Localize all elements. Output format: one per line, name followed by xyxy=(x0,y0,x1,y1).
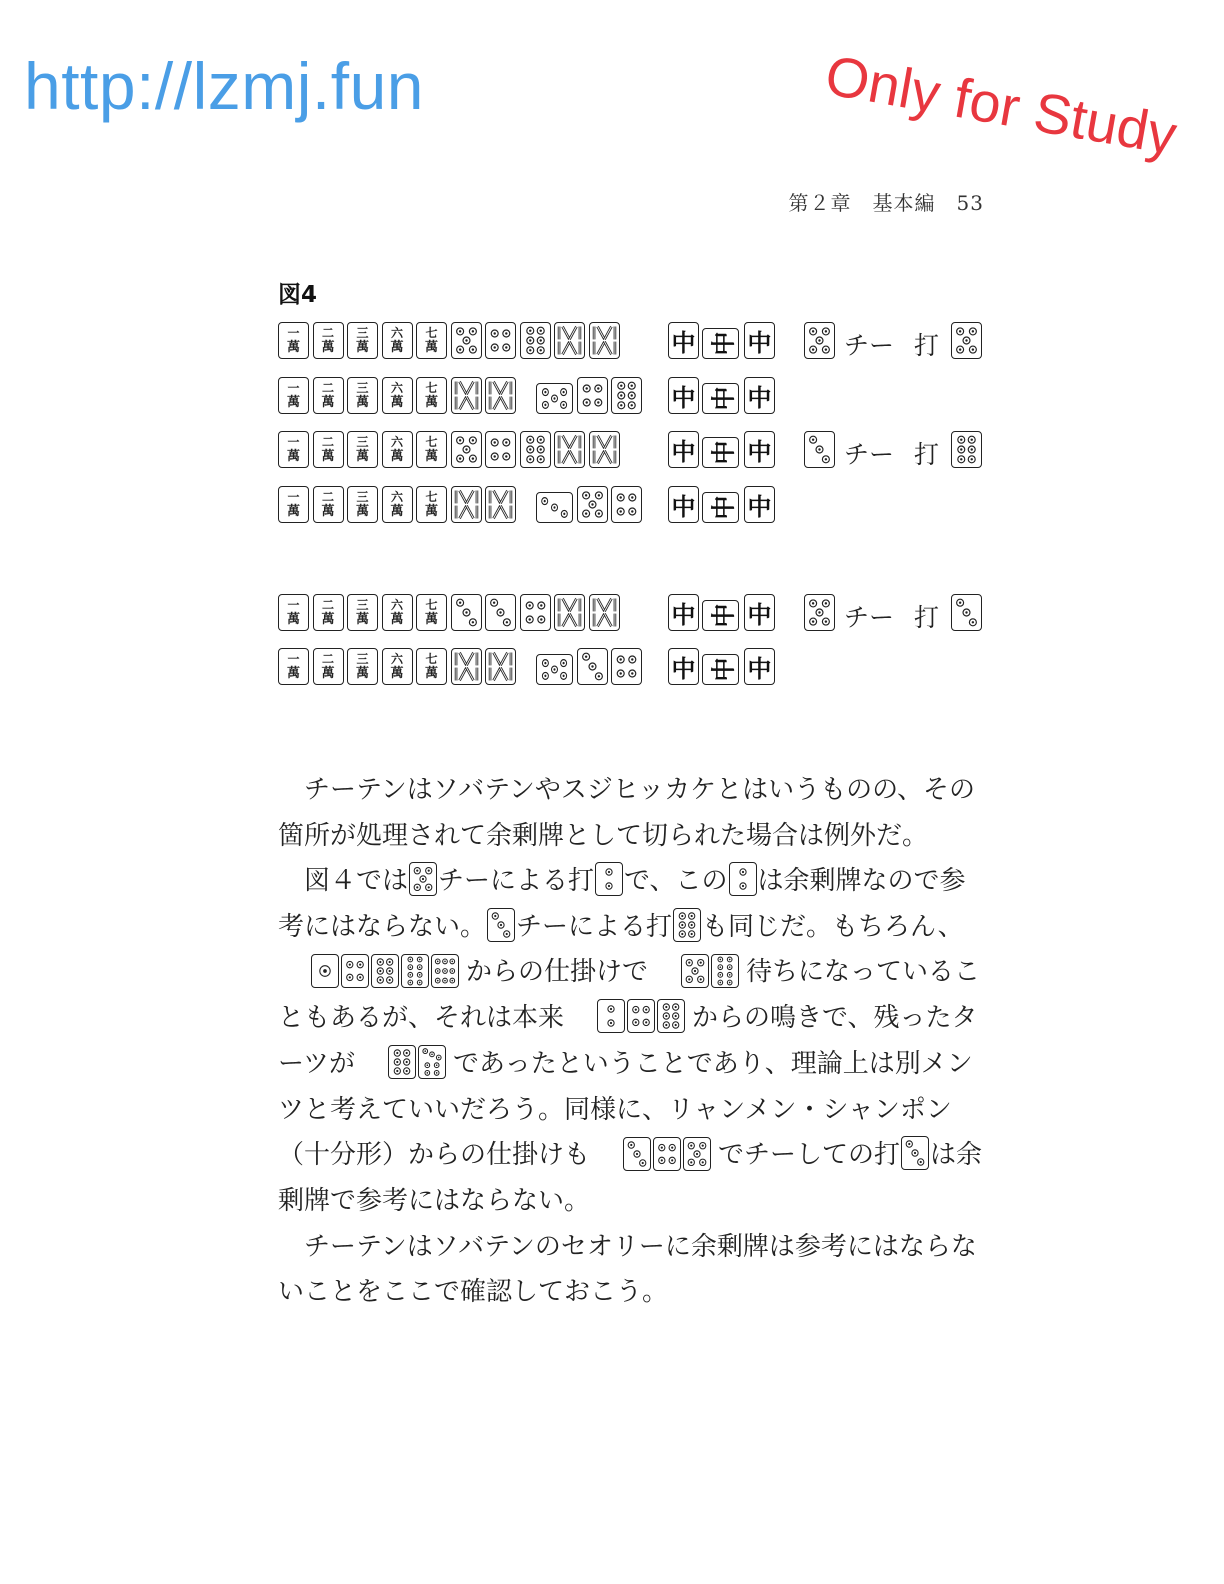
pin-3-tile xyxy=(951,594,982,631)
text-run: チーによる打 xyxy=(516,911,673,942)
paragraph-2 xyxy=(278,859,988,1225)
tile-group xyxy=(361,1042,447,1088)
pin-5-tile xyxy=(951,322,982,359)
man-3-tile: 三 萬 xyxy=(347,594,378,631)
sou-8-tile xyxy=(451,648,482,685)
man-2-tile: 二 萬 xyxy=(313,431,344,468)
text-run: は余剰牌なので参考にはならない。 xyxy=(278,866,966,942)
man-6-tile: 六 萬 xyxy=(382,322,413,359)
chun-tile: 中 xyxy=(668,648,699,685)
pin-4-tile xyxy=(520,594,551,631)
chun-tile: 中 xyxy=(702,437,739,468)
chun-tile: 中 xyxy=(668,431,699,468)
chun-tile: 中 xyxy=(668,377,699,414)
sou-8-tile xyxy=(589,431,620,468)
pin-6-tile xyxy=(520,431,551,468)
chun-tile: 中 xyxy=(668,486,699,523)
figure-row xyxy=(278,594,986,634)
pin-6-tile xyxy=(657,999,685,1033)
figure-row xyxy=(278,322,986,362)
sou-8-tile xyxy=(451,377,482,414)
pin-3-tile xyxy=(804,431,835,468)
figure-row xyxy=(278,431,986,471)
pin-1-tile xyxy=(311,954,339,988)
figure-row xyxy=(278,648,986,688)
paragraph-1: チーテンはソバテンやスジヒッカケとはいうものの、その箇所が処理されて余剰牌として切られた場合は例外だ。 xyxy=(278,775,976,851)
man-6-tile: 六 萬 xyxy=(382,431,413,468)
pin-3-tile xyxy=(901,1136,929,1170)
pin-6-tile xyxy=(371,954,399,988)
chun-tile: 中 xyxy=(668,322,699,359)
tile-group xyxy=(284,951,460,997)
discard-label: 打 xyxy=(914,331,940,360)
chun-tile: 中 xyxy=(702,492,739,523)
chun-tile: 中 xyxy=(744,431,775,468)
tile-group xyxy=(596,1134,712,1180)
man-3-tile: 三 萬 xyxy=(347,377,378,414)
sou-8-tile xyxy=(554,594,585,631)
sou-8-tile xyxy=(485,377,516,414)
pin-4-tile xyxy=(627,999,655,1033)
man-1-tile: 一 萬 xyxy=(278,377,309,414)
man-1-tile: 一 萬 xyxy=(278,594,309,631)
pin-6-tile xyxy=(388,1045,416,1079)
pin-5-tile xyxy=(536,654,573,685)
pin-4-tile xyxy=(611,648,642,685)
body-text xyxy=(278,768,988,1316)
discard-label: 打 xyxy=(914,440,940,469)
text-run: からの鳴きで、残ったターツが xyxy=(278,1003,978,1079)
text-run: でチーしての打 xyxy=(718,1140,901,1171)
man-2-tile: 二 萬 xyxy=(313,594,344,631)
sou-8-tile xyxy=(485,648,516,685)
man-7-tile: 七 萬 xyxy=(416,648,447,685)
man-2-tile: 二 萬 xyxy=(313,322,344,359)
tile-group xyxy=(570,996,686,1042)
chun-tile: 中 xyxy=(668,594,699,631)
pin-5-tile xyxy=(409,862,437,896)
pin-5-tile xyxy=(804,322,835,359)
man-2-tile: 二 萬 xyxy=(313,377,344,414)
pin-5-tile xyxy=(536,383,573,414)
sou-8-tile xyxy=(554,431,585,468)
text-run: も同じだ。もちろん、 xyxy=(702,911,964,942)
sou-8-tile xyxy=(485,486,516,523)
figure-title: 図4 xyxy=(278,282,318,308)
man-6-tile: 六 萬 xyxy=(382,377,413,414)
chi-label: チー xyxy=(844,331,895,360)
pin-6-tile xyxy=(673,908,701,942)
tile-group xyxy=(654,951,740,997)
pin-5-tile xyxy=(683,1137,711,1171)
pin-3-tile xyxy=(577,648,608,685)
pin-4-tile xyxy=(611,486,642,523)
pin-3-tile xyxy=(536,492,573,523)
man-1-tile: 一 萬 xyxy=(278,486,309,523)
pin-4-tile xyxy=(485,431,516,468)
pin-4-tile xyxy=(341,954,369,988)
watermark-study: Only for Study xyxy=(820,42,1182,167)
pin-9-tile xyxy=(431,954,459,988)
pin-4-tile xyxy=(577,377,608,414)
pin-5-tile xyxy=(804,594,835,631)
man-3-tile: 三 萬 xyxy=(347,322,378,359)
watermark-url: http://lzmj.fun xyxy=(24,49,424,123)
sou-8-tile xyxy=(589,322,620,359)
pin-4-tile xyxy=(653,1137,681,1171)
pin-4-tile xyxy=(485,322,516,359)
man-2-tile: 二 萬 xyxy=(313,648,344,685)
paragraph-3: チーテンはソバテンのセオリーに余剰牌は参考にはならないことをここで確認しておこう。 xyxy=(278,1231,977,1308)
pin-8-tile xyxy=(401,954,429,988)
man-6-tile: 六 萬 xyxy=(382,594,413,631)
man-3-tile: 三 萬 xyxy=(347,431,378,468)
chun-tile: 中 xyxy=(702,383,739,414)
pin-5-tile xyxy=(681,954,709,988)
pin-6-tile xyxy=(520,322,551,359)
text-run: チーによる打 xyxy=(438,866,595,897)
man-3-tile: 三 萬 xyxy=(347,486,378,523)
text-run: で、この xyxy=(624,866,728,897)
chun-tile: 中 xyxy=(702,328,739,359)
pin-6-tile xyxy=(611,377,642,414)
pin-3-tile xyxy=(623,1137,651,1171)
pin-2-tile xyxy=(595,862,623,896)
man-7-tile: 七 萬 xyxy=(416,486,447,523)
chun-tile: 中 xyxy=(744,648,775,685)
pin-2-tile xyxy=(729,862,757,896)
figure-row xyxy=(278,377,986,417)
running-head: 第２章 基本編 53 xyxy=(788,191,984,215)
text-run: 待ちになっていることもあるが、それは本来 xyxy=(278,957,981,1034)
pin-3-tile xyxy=(485,594,516,631)
man-6-tile: 六 萬 xyxy=(382,486,413,523)
pin-8-tile xyxy=(711,954,739,988)
sou-8-tile xyxy=(554,322,585,359)
pin-7-tile xyxy=(418,1045,446,1079)
chun-tile: 中 xyxy=(702,600,739,631)
man-7-tile: 七 萬 xyxy=(416,594,447,631)
text-run: 図４では xyxy=(304,866,409,897)
man-6-tile: 六 萬 xyxy=(382,648,413,685)
man-7-tile: 七 萬 xyxy=(416,377,447,414)
man-1-tile: 一 萬 xyxy=(278,648,309,685)
pin-2-tile xyxy=(597,999,625,1033)
chun-tile: 中 xyxy=(744,322,775,359)
pin-5-tile xyxy=(451,431,482,468)
pin-6-tile xyxy=(951,431,982,468)
text-run: は余剰牌で参考にはならない。 xyxy=(278,1140,983,1217)
figure-row xyxy=(278,486,986,526)
chun-tile: 中 xyxy=(744,486,775,523)
chun-tile: 中 xyxy=(744,377,775,414)
man-7-tile: 七 萬 xyxy=(416,431,447,468)
text-run: からの仕掛けで xyxy=(466,957,649,988)
sou-8-tile xyxy=(451,486,482,523)
sou-8-tile xyxy=(589,594,620,631)
man-3-tile: 三 萬 xyxy=(347,648,378,685)
pin-3-tile xyxy=(487,908,515,942)
man-1-tile: 一 萬 xyxy=(278,322,309,359)
man-7-tile: 七 萬 xyxy=(416,322,447,359)
chi-label: チー xyxy=(844,603,895,632)
man-1-tile: 一 萬 xyxy=(278,431,309,468)
chun-tile: 中 xyxy=(702,654,739,685)
man-2-tile: 二 萬 xyxy=(313,486,344,523)
pin-3-tile xyxy=(451,594,482,631)
text-run: であったということであり、理論上は別メンツと考えていいだろう。同様に、リャンメン・シャンポン（十分形）からの仕掛けも xyxy=(278,1048,973,1171)
chun-tile: 中 xyxy=(744,594,775,631)
pin-5-tile xyxy=(451,322,482,359)
pin-5-tile xyxy=(577,486,608,523)
chi-label: チー xyxy=(844,440,895,469)
discard-label: 打 xyxy=(914,603,940,632)
